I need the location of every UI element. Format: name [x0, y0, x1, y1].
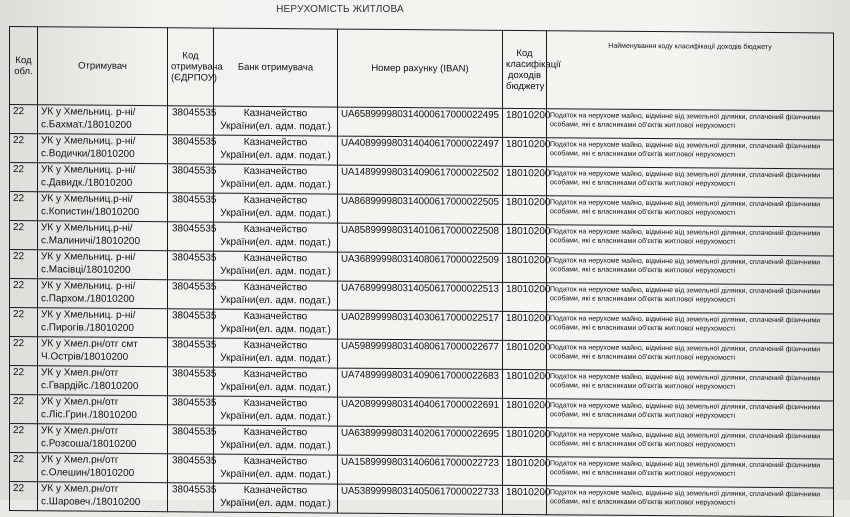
cell-bank: Казначейство України(ел. адм. подат.)	[214, 367, 338, 397]
cell-edrpou: 38045535	[168, 164, 214, 193]
cell-iban: UA658999980314000617000022495	[338, 107, 503, 137]
cell-code: 18010200	[503, 282, 547, 311]
cell-edrpou: 38045535	[168, 367, 214, 396]
cell-desc: Податок на нерухоме майно, відмінне від земельної ділянки, сплачений фізичними особами, які є власниками об'єктів житлової нерухомості	[547, 109, 834, 140]
header-edrpou: Код отримувача (ЄДРПОУ)	[168, 28, 214, 106]
header-bank: Банк отримувача	[214, 28, 338, 107]
cell-bank: Казначейство України(ел. адм. подат.)	[214, 135, 338, 165]
cell-code: 18010200	[503, 166, 547, 195]
cell-obl: 22	[10, 163, 38, 192]
cell-recipient: УК у Хмел.рн/отг с.Шаровеч./18010200	[38, 482, 168, 512]
cell-obl: 22	[10, 395, 38, 424]
cell-desc: Податок на нерухоме майно, відмінне від земельної ділянки, сплачений фізичними особами, які є власниками об'єктів житлової нерухомості	[547, 254, 834, 285]
cell-bank: Казначейство України(ел. адм. подат.)	[214, 309, 338, 339]
header-recipient: Отримувач	[38, 27, 168, 106]
cell-edrpou: 38045535	[168, 251, 214, 280]
cell-recipient: УК у Хмельниц. р-ні/с.Давидк./18010200	[38, 163, 168, 193]
cell-desc: Податок на нерухоме майно, відмінне від земельної ділянки, сплачений фізичними особами, які є власниками об'єктів житлової нерухомості	[547, 370, 834, 401]
cell-obl: 22	[10, 221, 38, 250]
cell-iban: UA208999980314040617000022691	[338, 397, 503, 427]
cell-edrpou: 38045535	[168, 454, 214, 483]
cell-recipient: УК у Хмельниц. р-ні/с.Масівці/18010200	[38, 250, 168, 280]
cell-desc: Податок на нерухоме майно, відмінне від земельної ділянки, сплачений фізичними особами, які є власниками об'єктів житлової нерухомості	[547, 196, 834, 227]
cell-iban: UA868999980314000617000022505	[338, 194, 503, 224]
cell-iban: UA158999980314060617000022723	[338, 455, 503, 485]
cell-code: 18010200	[503, 485, 547, 514]
cell-code: 18010200	[503, 253, 547, 282]
cell-bank: Казначейство України(ел. адм. подат.)	[214, 425, 338, 455]
cell-bank: Казначейство України(ел. адм. подат.)	[214, 483, 338, 513]
cell-recipient: УК у Хмельниц. р-ні/с.Пирогів./18010200	[38, 308, 168, 338]
cell-edrpou: 38045535	[168, 280, 214, 309]
cell-code: 18010200	[503, 137, 547, 166]
cell-desc: Податок на нерухоме майно, відмінне від земельної ділянки, сплачений фізичними особами, які є власниками об'єктів житлової нерухомості	[547, 341, 834, 372]
header-iban: Номер рахунку (IBAN)	[338, 29, 503, 108]
cell-edrpou: 38045535	[168, 425, 214, 454]
cell-iban: UA748999980314090617000022683	[338, 368, 503, 398]
cell-obl: 22	[10, 134, 38, 163]
cell-recipient: УК у Хмельниц. р-ні/с.Бахмат./18010200	[38, 105, 168, 135]
cell-edrpou: 38045535	[168, 106, 214, 135]
cell-bank: Казначейство України(ел. адм. подат.)	[214, 251, 338, 281]
cell-obl: 22	[10, 453, 38, 482]
table-row	[10, 482, 834, 517]
cell-desc: Податок на нерухоме майно, відмінне від земельної ділянки, сплачений фізичними особами, які є власниками об'єктів житлової нерухомості	[547, 283, 834, 314]
cell-edrpou: 38045535	[168, 135, 214, 164]
cell-obl: 22	[10, 192, 38, 221]
cell-bank: Казначейство України(ел. адм. подат.)	[214, 280, 338, 310]
cell-bank: Казначейство України(ел. адм. подат.)	[214, 164, 338, 194]
cell-code: 18010200	[503, 224, 547, 253]
cell-desc: Податок на нерухоме майно, відмінне від земельної ділянки, сплачений фізичними особами, які є власниками об'єктів житлової нерухомості	[547, 225, 834, 256]
cell-iban: UA768999980314050617000022513	[338, 281, 503, 311]
cell-obl: 22	[10, 482, 38, 511]
page-title: НЕРУХОМІСТЬ ЖИТЛОВА	[276, 4, 404, 15]
cell-code: 18010200	[503, 195, 547, 224]
cell-iban: UA598999980314080617000022677	[338, 339, 503, 369]
cell-edrpou: 38045535	[168, 193, 214, 222]
cell-iban: UA858999980314010617000022508	[338, 223, 503, 253]
table-body	[10, 105, 834, 517]
cell-recipient: УК у Хмел.рн/отг смт Ч.Острів/18010200	[38, 337, 168, 367]
cell-obl: 22	[10, 424, 38, 453]
cell-obl: 22	[10, 250, 38, 279]
cell-recipient: УК у Хмел.рн/отг с.Ліс.Грин./18010200	[38, 395, 168, 425]
cell-bank: Казначейство України(ел. адм. подат.)	[214, 338, 338, 368]
budget-accounts-table	[9, 26, 834, 517]
cell-recipient: УК у Хмел.рн/отг с.Розсоша/18010200	[38, 424, 168, 454]
header-obl: Код обл.	[10, 27, 38, 105]
cell-desc: Податок на нерухоме майно, відмінне від земельної ділянки, сплачений фізичними особами, які є власниками об'єктів житлової нерухомості	[547, 486, 834, 517]
cell-desc: Податок на нерухоме майно, відмінне від земельної ділянки, сплачений фізичними особами, які є власниками об'єктів житлової нерухомості	[547, 312, 834, 343]
cell-iban: UA368999980314080617000022509	[338, 252, 503, 282]
cell-iban: UA148999980314090617000022502	[338, 165, 503, 195]
cell-edrpou: 38045535	[168, 338, 214, 367]
cell-recipient: УК у Хмельниц. р-ні/с.Пархом./18010200	[38, 279, 168, 309]
table-header-row	[10, 27, 834, 111]
cell-desc: Податок на нерухоме майно, відмінне від земельної ділянки, сплачений фізичними особами, які є власниками об'єктів житлової нерухомості	[547, 167, 834, 198]
cell-obl: 22	[10, 366, 38, 395]
cell-obl: 22	[10, 105, 38, 134]
cell-iban: UA638999980314020617000022695	[338, 426, 503, 456]
cell-desc: Податок на нерухоме майно, відмінне від земельної ділянки, сплачений фізичними особами, які є власниками об'єктів житлової нерухомості	[547, 457, 834, 488]
cell-desc: Податок на нерухоме майно, відмінне від земельної ділянки, сплачений фізичними особами, які є власниками об'єктів житлової нерухомості	[547, 399, 834, 430]
cell-edrpou: 38045535	[168, 309, 214, 338]
cell-obl: 22	[10, 337, 38, 366]
cell-recipient: УК у Хмельниц. р-ні/с.Водички/18010200	[38, 134, 168, 164]
cell-edrpou: 38045535	[168, 483, 214, 512]
cell-bank: Казначейство України(ел. адм. подат.)	[214, 396, 338, 426]
cell-bank: Казначейство України(ел. адм. подат.)	[214, 193, 338, 223]
cell-recipient: УК у Хмельниц.р-ні/с.Копистин/18010200	[38, 192, 168, 222]
cell-recipient: УК у Хмел.рн/отг с.Олешин/18010200	[38, 453, 168, 483]
cell-code: 18010200	[503, 369, 547, 398]
cell-iban: UA538999980314050617000022733	[338, 484, 503, 514]
header-code: Код класифікації доходів бюджету	[503, 30, 547, 108]
cell-iban: UA028999980314030617000022517	[338, 310, 503, 340]
cell-recipient: УК у Хмел.рн/отг с.Гвардійс./18010200	[38, 366, 168, 396]
cell-code: 18010200	[503, 108, 547, 137]
cell-iban: UA408999980314040617000022497	[338, 136, 503, 166]
cell-obl: 22	[10, 279, 38, 308]
header-desc: Найменування коду класифікації доходів бюджету	[547, 31, 834, 111]
cell-desc: Податок на нерухоме майно, відмінне від земельної ділянки, сплачений фізичними особами, які є власниками об'єктів житлової нерухомості	[547, 138, 834, 169]
cell-code: 18010200	[503, 340, 547, 369]
cell-obl: 22	[10, 308, 38, 337]
cell-recipient: УК у Хмельниц.р-ні/с.Малиничі/18010200	[38, 221, 168, 251]
cell-desc: Податок на нерухоме майно, відмінне від земельної ділянки, сплачений фізичними особами, які є власниками об'єктів житлової нерухомості	[547, 428, 834, 459]
cell-bank: Казначейство України(ел. адм. подат.)	[214, 106, 338, 136]
cell-bank: Казначейство України(ел. адм. подат.)	[214, 222, 338, 252]
cell-bank: Казначейство України(ел. адм. подат.)	[214, 454, 338, 484]
cell-code: 18010200	[503, 456, 547, 485]
cell-code: 18010200	[503, 398, 547, 427]
cell-code: 18010200	[503, 311, 547, 340]
cell-edrpou: 38045535	[168, 396, 214, 425]
cell-code: 18010200	[503, 427, 547, 456]
cell-edrpou: 38045535	[168, 222, 214, 251]
